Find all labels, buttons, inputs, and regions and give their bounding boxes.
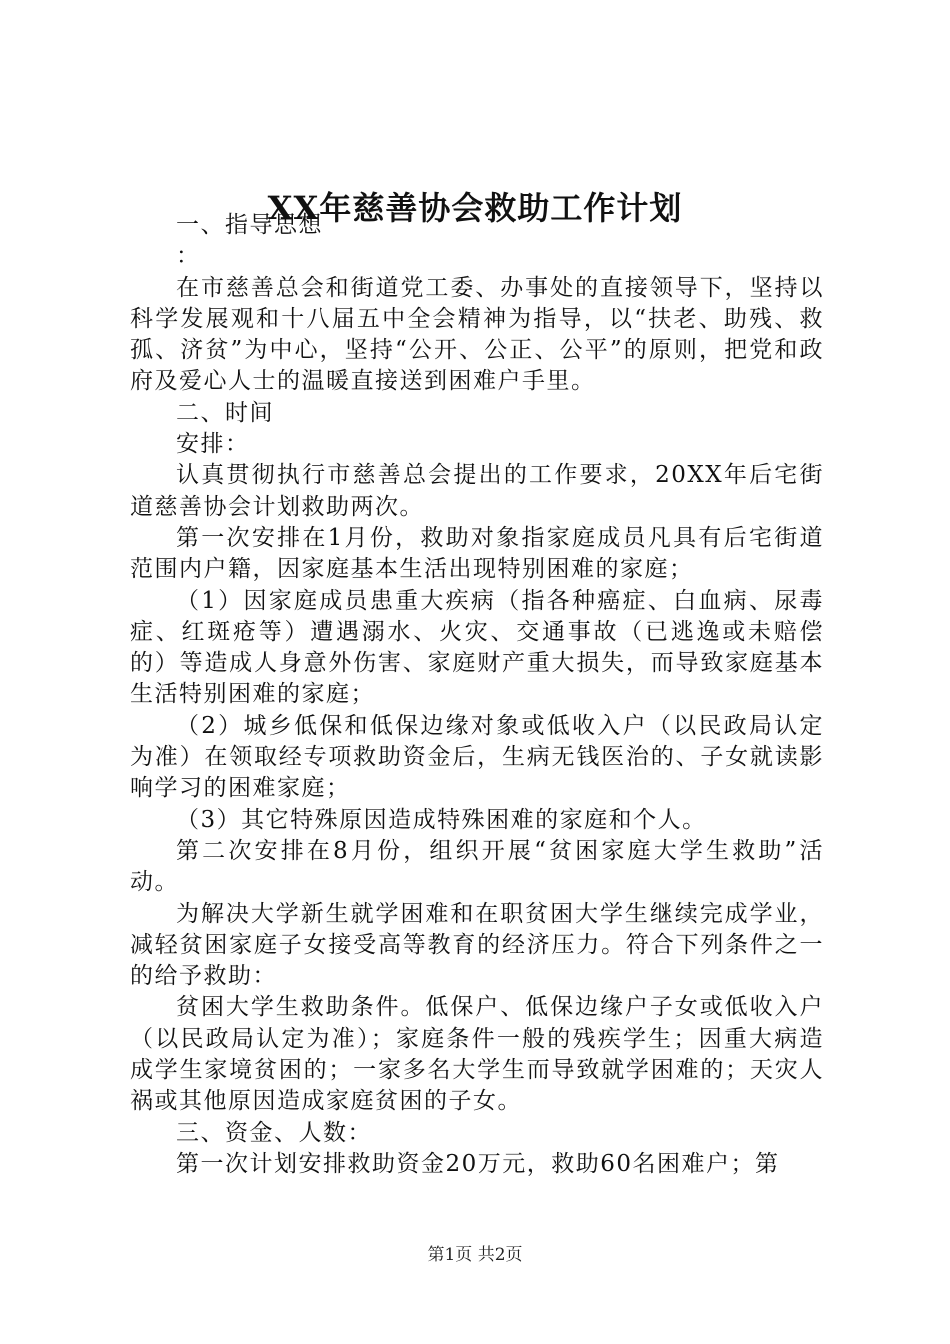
paragraph: 贫困大学生救助条件。低保户、低保边缘户子女或低收入户（以民政局认定为准）；家庭条件一般的残疾学生；因重大病造成学生家境贫困的；一家多名大学生而导致就学困难的；天灾人祸或其他原因造成家庭贫困的子女。 — [130, 994, 824, 1115]
list-item: （1）因家庭成员患重大疾病（指各种癌症、白血病、尿毒症、红斑疮等）遭遇溺水、火灾、交通事故（已逃逸或未赔偿的）等造成人身意外伤害、家庭财产重大损失，而导致家庭基本生活特别困难的家庭； — [130, 587, 824, 708]
list-item: （2）城乡低保和低保边缘对象或低收入户（以民政局认定为准）在领取经专项救助资金后，生病无钱医治的、子女就读影响学习的困难家庭； — [130, 712, 824, 802]
paragraph: 第二次安排在8月份，组织开展“贫困家庭大学生救助”活动。 — [130, 837, 824, 896]
paragraph: 第一次计划安排救助资金20万元，救助60名困难户；第 — [176, 1150, 780, 1177]
paragraph: 为解决大学新生就学困难和在职贫困大学生继续完成学业，减轻贫困家庭子女接受高等教育的经济压力。符合下列条件之一的给予救助： — [130, 900, 824, 990]
section-heading: 二、时间 — [176, 399, 274, 426]
paragraph: 认真贯彻执行市慈善总会提出的工作要求，20XX年后宅街道慈善协会计划救助两次。 — [130, 462, 824, 520]
section-heading: 一、指导思想 — [176, 212, 323, 238]
list-item: （3）其它特殊原因造成特殊困难的家庭和个人。 — [176, 806, 707, 833]
paragraph: 第一次安排在1月份，救助对象指家庭成员凡具有后宅街道范围内户籍，因家庭基本生活出现特别困难的家庭； — [130, 524, 824, 583]
section-heading: 三、资金、人数： — [176, 1119, 372, 1146]
page-footer: 第1页 共2页 — [427, 1245, 523, 1265]
paragraph: ： — [176, 243, 201, 270]
paragraph: 在市慈善总会和街道党工委、办事处的直接领导下，坚持以科学发展观和十八届五中全会精神为指导，以“扶老、助残、救孤、济贫”为中心，坚持“公开、公正、公平”的原则，把党和政府及爱心人士的温暖直接送到困难户手里。 — [130, 274, 824, 395]
paragraph: 安排： — [176, 431, 250, 458]
document-title: XX年慈善协会救助工作计划 — [267, 189, 683, 227]
document-body — [130, 210, 824, 1180]
